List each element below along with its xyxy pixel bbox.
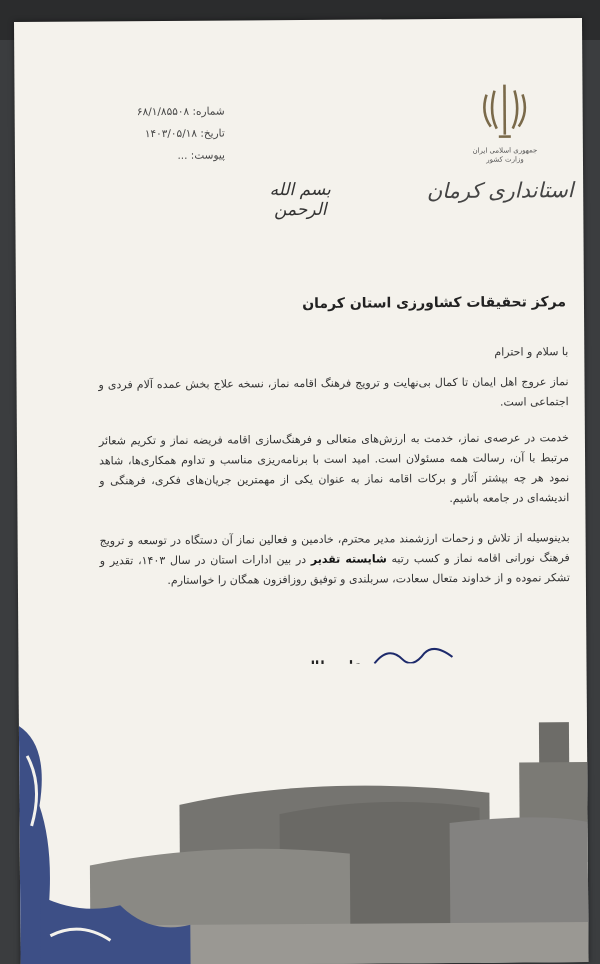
iran-emblem	[462, 80, 547, 165]
greeting: با سلام و احترام	[494, 345, 569, 359]
iran-emblem-icon	[476, 80, 532, 142]
recipient: مرکز تحقیقات کشاورزی استان کرمان	[302, 294, 567, 312]
basmala: بسم الله الرحمن	[269, 179, 331, 221]
citadel-illustration	[18, 662, 588, 964]
paragraph-3-after: در بین ادارات استان در سال ۱۴۰۳، تقدیر و تشکر نموده و از خداوند متعال سعادت، سربلندی و توفیق روزافزون همگان را خواستارم.	[99, 552, 570, 587]
paragraph-3-before: بدینوسیله از تلاش و زحمات ارزشمند مدیر محترم، خادمین و فعالین نماز آن دستگاه در توسعه و ترویج فرهنگ نورانی اقامه نماز و کسب رتبه	[99, 531, 570, 566]
reference-block	[105, 101, 225, 168]
letter-sheet	[14, 18, 589, 964]
letter-attachment: پیوست: ...	[177, 149, 225, 162]
letter-number: شماره: ۶۸/۱/۸۵۵۰۸	[136, 105, 225, 119]
letter-date: تاریخ: ۱۴۰۳/۰۵/۱۸	[144, 127, 225, 141]
paragraph-1: نماز عروج اهل ایمان تا کمال بی‌نهایت و ترویج فرهنگ اقامه نماز، نسخه علاج بخش عمده آلام فردی و اجتماعی است.	[98, 375, 569, 409]
organization-name: استانداری کرمان	[426, 178, 574, 204]
citadel-image	[18, 662, 588, 964]
paragraph-3	[100, 528, 570, 591]
paragraph-2: خدمت در عرصه‌ی نماز، خدمت به ارزش‌های متعالی و فرهنگ‌سازی اقامه فریضه نماز و تکریم شعائر مرتبط با آن، رسالت همه مسئولان است. امید است با برنامه‌ریزی مناسب و تداوم همکاری‌ها، شاهد نمود هر چه بیشتر آثار و برکات اقامه نماز به عنوان یکی از مهمترین جریان‌های فکری، فرهنگی و اندیشه‌ای در جامعه باشیم.	[98, 431, 570, 505]
paragraph-3-highlight: شایسته تقدیر	[310, 552, 387, 566]
emblem-caption: جمهوری اسلامی ایران وزارت کشور	[472, 146, 538, 164]
